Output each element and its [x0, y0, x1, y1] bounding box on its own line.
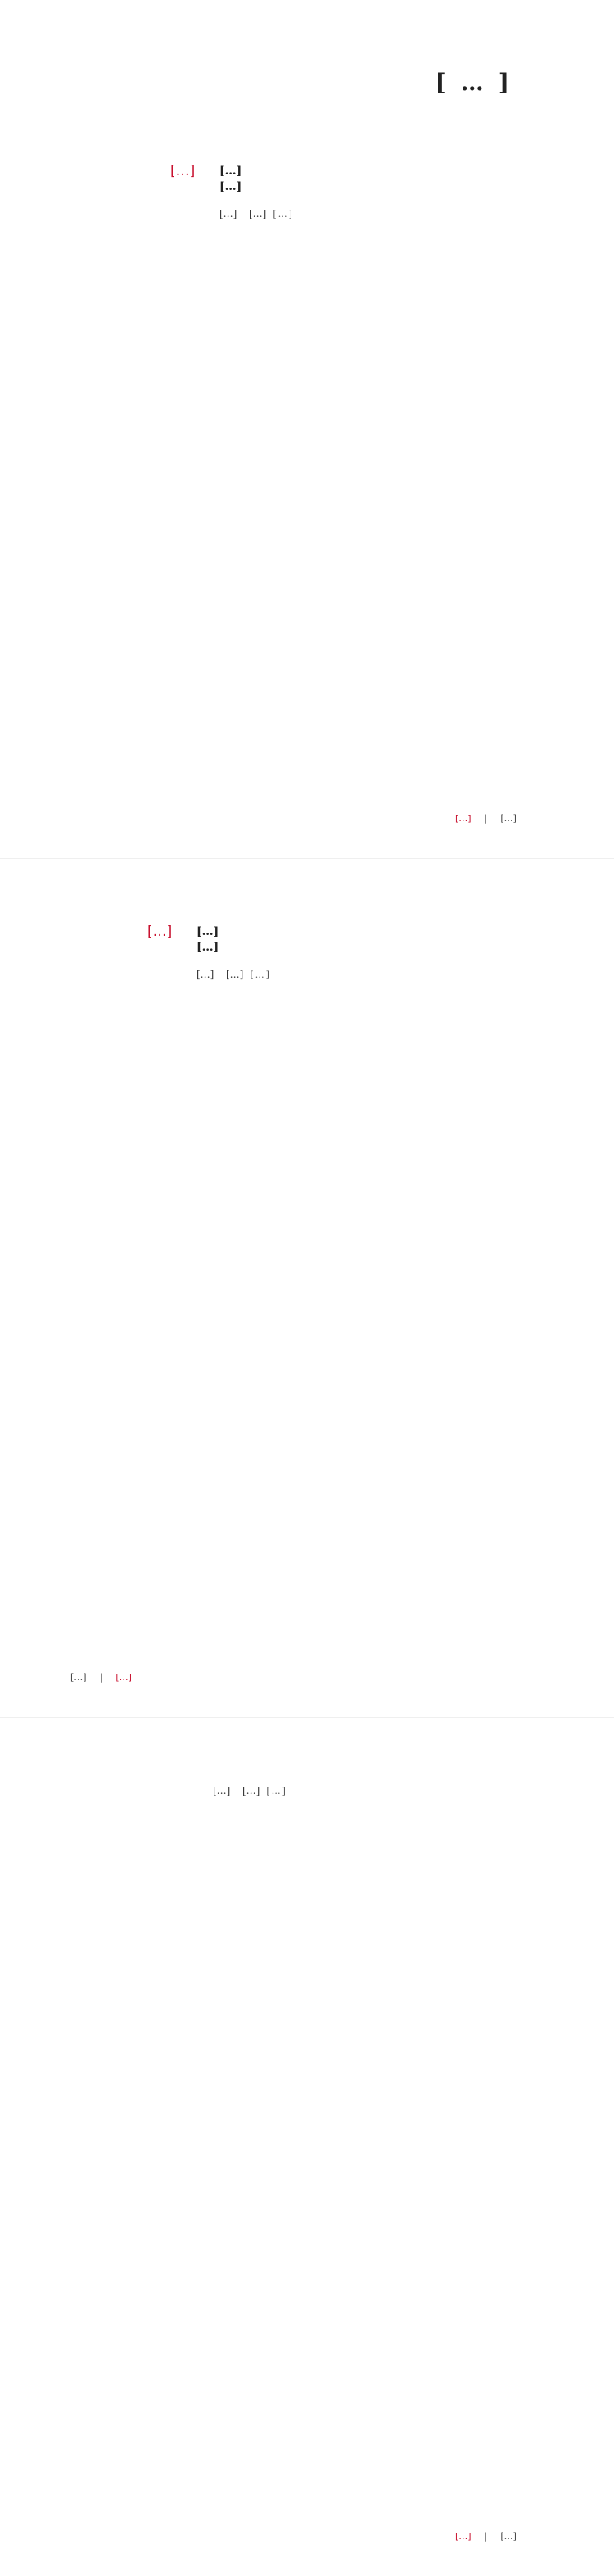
page-title: […]	[435, 69, 524, 96]
toc-page-3	[0, 1717, 614, 2576]
entry-list	[219, 206, 537, 222]
entry-author: […]	[266, 1786, 287, 1796]
entry-title: […]	[226, 969, 244, 980]
chapter-label: […]	[219, 165, 242, 178]
entry-page-number: […]	[219, 208, 237, 219]
entry-title: […]	[249, 208, 267, 219]
page-footer	[455, 2531, 517, 2542]
footer-label: […]	[500, 813, 517, 824]
footer-label: […]	[70, 1672, 87, 1683]
entry-page-number: […]	[196, 969, 214, 980]
page-footer	[455, 813, 517, 824]
chapter-list	[147, 924, 516, 1001]
chapter-number: […]	[170, 163, 196, 179]
footer-label: […]	[500, 2531, 517, 2542]
chapter-list	[170, 164, 537, 240]
entry-title: […]	[242, 1785, 260, 1796]
chapter-section	[147, 924, 516, 1001]
chapter-section	[164, 1783, 532, 1817]
chapter-name: […]	[196, 941, 219, 954]
entry-list	[213, 1783, 532, 1799]
footer-page-number: […]	[455, 2531, 472, 2542]
chapter-number: […]	[147, 924, 173, 940]
footer-page-number: […]	[115, 1672, 132, 1683]
entry-list	[196, 967, 516, 983]
toc-entry	[219, 206, 537, 222]
toc-entry	[196, 967, 516, 983]
chapter-name: […]	[219, 180, 242, 193]
entry-author: […]	[250, 969, 271, 980]
toc-entry	[213, 1783, 532, 1799]
entry-author: […]	[273, 209, 294, 219]
footer-separator: |	[484, 813, 488, 824]
chapter-section	[170, 164, 537, 240]
footer-separator: |	[484, 2531, 488, 2542]
footer-separator: |	[99, 1672, 103, 1683]
entry-page-number: […]	[213, 1785, 231, 1796]
page-footer	[70, 1672, 132, 1683]
toc-page-1	[0, 0, 614, 858]
footer-page-number: […]	[455, 813, 472, 824]
chapter-label: […]	[196, 925, 219, 938]
chapter-list	[164, 1783, 532, 1817]
toc-page-2	[0, 858, 614, 1717]
